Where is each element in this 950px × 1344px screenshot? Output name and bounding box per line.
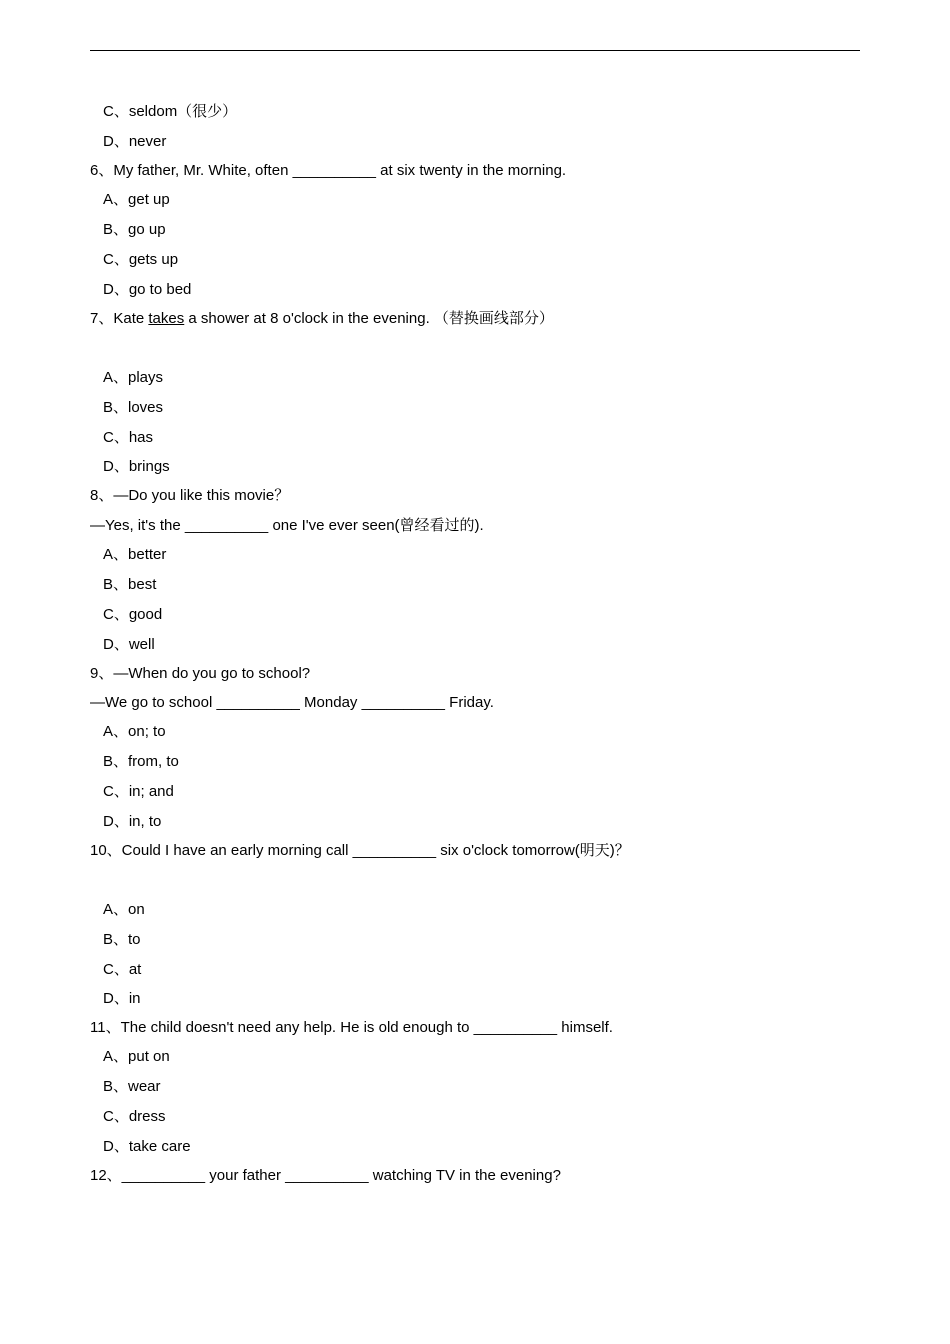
question-9-line-2: —We go to school __________ Monday __________ Friday. bbox=[90, 694, 494, 711]
question-10-option-d: D、in bbox=[103, 990, 141, 1007]
option-d-never: D、never bbox=[103, 133, 167, 150]
question-7-option-d: D、brings bbox=[103, 458, 170, 475]
question-7-underlined-word: takes bbox=[148, 310, 185, 327]
question-8-option-b: B、best bbox=[103, 576, 157, 593]
question-9-option-d: D、in, to bbox=[103, 813, 162, 830]
option-c-seldom: C、seldom（很少） bbox=[103, 103, 238, 120]
question-11-option-c: C、dress bbox=[103, 1108, 166, 1125]
question-7-option-b: B、loves bbox=[103, 399, 164, 416]
question-11-option-b: B、wear bbox=[103, 1078, 161, 1095]
question-9-option-b: B、from, to bbox=[103, 753, 179, 770]
question-7 bbox=[90, 309, 554, 329]
question-10: 10、Could I have an early morning call __________ six o'clock tomorrow(明天)？ bbox=[90, 842, 630, 859]
question-6-option-a: A、get up bbox=[103, 191, 170, 208]
question-7-suffix: a shower at 8 o'clock in the evening. （替换画线部分） bbox=[184, 310, 554, 327]
question-11-option-d: D、take care bbox=[103, 1138, 191, 1155]
question-11-option-a: A、put on bbox=[103, 1048, 170, 1065]
question-6-option-c: C、gets up bbox=[103, 251, 179, 268]
question-6-option-d: D、go to bed bbox=[103, 281, 192, 298]
question-6-option-b: B、go up bbox=[103, 221, 166, 238]
question-8-line-2: —Yes, it's the __________ one I've ever seen(曾经看过的). bbox=[90, 517, 484, 534]
question-11: 11、The child doesn't need any help. He is old enough to __________ himself. bbox=[90, 1019, 613, 1036]
header-rule bbox=[90, 50, 860, 51]
question-10-option-a: A、on bbox=[103, 901, 145, 918]
question-7-option-a: A、plays bbox=[103, 369, 164, 386]
question-7-prefix: 7、Kate bbox=[90, 310, 149, 327]
question-8-option-c: C、good bbox=[103, 606, 163, 623]
question-7-option-c: C、has bbox=[103, 429, 154, 446]
question-9: 9、—When do you go to school? bbox=[90, 665, 311, 682]
question-8-option-a: A、better bbox=[103, 546, 167, 563]
question-9-option-c: C、in; and bbox=[103, 783, 174, 800]
question-8-option-d: D、well bbox=[103, 636, 155, 653]
question-8: 8、—Do you like this movie？ bbox=[90, 487, 290, 504]
question-6: 6、My father, Mr. White, often __________ at six twenty in the morning. bbox=[90, 162, 567, 179]
question-9-option-a: A、on; to bbox=[103, 723, 166, 740]
question-10-option-c: C、at bbox=[103, 961, 142, 978]
question-12: 12、__________ your father __________ watching TV in the evening? bbox=[90, 1167, 561, 1184]
question-10-option-b: B、to bbox=[103, 931, 141, 948]
